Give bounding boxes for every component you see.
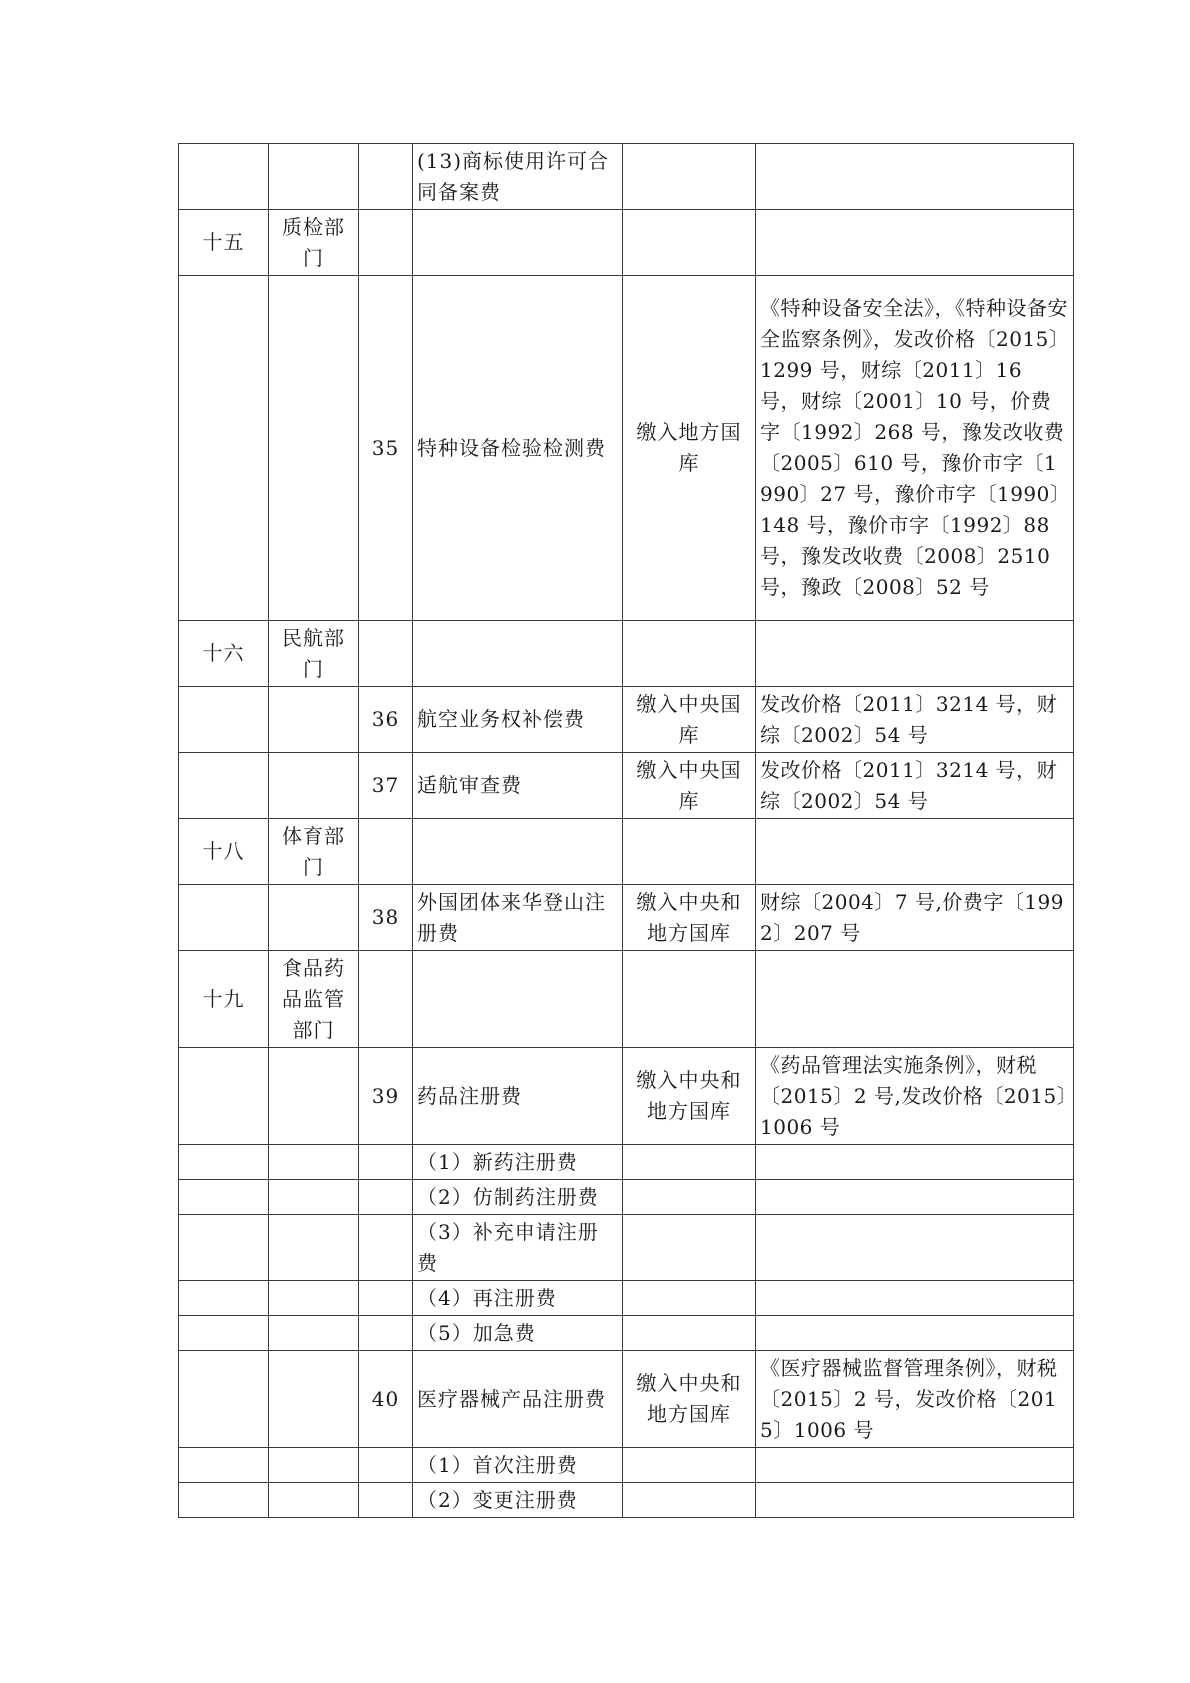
basis-cell xyxy=(756,210,1074,276)
item-cell: （2）变更注册费 xyxy=(413,1483,623,1518)
dest-cell: 缴入中央和地方国库 xyxy=(623,1048,756,1145)
table-row xyxy=(179,276,1074,621)
no-cell xyxy=(359,1483,413,1518)
dest-cell xyxy=(623,210,756,276)
fee-table xyxy=(178,143,1074,1518)
seq-cell xyxy=(179,1145,269,1180)
no-cell: 35 xyxy=(359,276,413,621)
dept-cell xyxy=(269,1145,359,1180)
dest-cell xyxy=(623,1281,756,1316)
table-row xyxy=(179,144,1074,210)
item-cell: （3）补充申请注册费 xyxy=(413,1215,623,1281)
basis-cell xyxy=(756,1483,1074,1518)
no-cell xyxy=(359,1448,413,1483)
basis-cell xyxy=(756,1215,1074,1281)
basis-cell xyxy=(756,1145,1074,1180)
dept-cell xyxy=(269,1351,359,1448)
table-row xyxy=(179,210,1074,276)
basis-cell xyxy=(756,1281,1074,1316)
no-cell xyxy=(359,621,413,687)
table-row xyxy=(179,1483,1074,1518)
dest-cell xyxy=(623,1215,756,1281)
seq-cell xyxy=(179,144,269,210)
basis-cell: 《特种设备安全法》，《特种设备安全监察条例》，发改价格〔2015〕1299 号，财综〔2011〕16 号，财综〔2001〕10 号，价费字〔1992〕268 号，豫发改收费〔2005〕610 号，豫价市字〔1990〕27 号，豫价市字〔1990〕148 号，豫价市字〔1992〕88 号，豫发改收费〔2008〕2510 号，豫政〔2008〕52 号 xyxy=(756,276,1074,621)
basis-cell: 《药品管理法实施条例》，财税〔2015〕2 号,发改价格〔2015〕1006 号 xyxy=(756,1048,1074,1145)
seq-cell xyxy=(179,1316,269,1351)
dest-cell: 缴入地方国库 xyxy=(623,276,756,621)
item-cell: 特种设备检验检测费 xyxy=(413,276,623,621)
table-row xyxy=(179,1215,1074,1281)
dept-cell: 食品药品监管部门 xyxy=(269,951,359,1048)
table-row xyxy=(179,687,1074,753)
table-row xyxy=(179,819,1074,885)
dept-cell xyxy=(269,144,359,210)
dept-cell: 民航部门 xyxy=(269,621,359,687)
item-cell xyxy=(413,621,623,687)
seq-cell xyxy=(179,1048,269,1145)
basis-cell: 发改价格〔2011〕3214 号，财综〔2002〕54 号 xyxy=(756,687,1074,753)
item-cell xyxy=(413,951,623,1048)
basis-cell: 财综〔2004〕7 号,价费字〔1992〕207 号 xyxy=(756,885,1074,951)
seq-cell xyxy=(179,1281,269,1316)
seq-cell: 十九 xyxy=(179,951,269,1048)
no-cell xyxy=(359,951,413,1048)
seq-cell xyxy=(179,1448,269,1483)
table-row xyxy=(179,1351,1074,1448)
dest-cell xyxy=(623,1145,756,1180)
item-cell: （1）首次注册费 xyxy=(413,1448,623,1483)
no-cell xyxy=(359,1281,413,1316)
dept-cell xyxy=(269,1448,359,1483)
basis-cell xyxy=(756,621,1074,687)
seq-cell xyxy=(179,753,269,819)
dept-cell xyxy=(269,687,359,753)
no-cell: 38 xyxy=(359,885,413,951)
dept-cell xyxy=(269,1483,359,1518)
basis-cell xyxy=(756,1448,1074,1483)
item-cell: 适航审查费 xyxy=(413,753,623,819)
no-cell xyxy=(359,1180,413,1215)
dept-cell: 质检部门 xyxy=(269,210,359,276)
seq-cell xyxy=(179,1180,269,1215)
seq-cell xyxy=(179,1483,269,1518)
dept-cell xyxy=(269,1215,359,1281)
dest-cell xyxy=(623,951,756,1048)
item-cell: （4）再注册费 xyxy=(413,1281,623,1316)
basis-cell xyxy=(756,819,1074,885)
table-row xyxy=(179,621,1074,687)
dept-cell xyxy=(269,1048,359,1145)
item-cell: 医疗器械产品注册费 xyxy=(413,1351,623,1448)
table-row xyxy=(179,1180,1074,1215)
basis-cell: 发改价格〔2011〕3214 号，财综〔2002〕54 号 xyxy=(756,753,1074,819)
basis-cell: 《医疗器械监督管理条例》，财税〔2015〕2 号，发改价格〔2015〕1006 号 xyxy=(756,1351,1074,1448)
seq-cell: 十五 xyxy=(179,210,269,276)
seq-cell: 十六 xyxy=(179,621,269,687)
item-cell: (13)商标使用许可合同备案费 xyxy=(413,144,623,210)
item-cell: 药品注册费 xyxy=(413,1048,623,1145)
seq-cell: 十八 xyxy=(179,819,269,885)
dept-cell xyxy=(269,276,359,621)
no-cell: 40 xyxy=(359,1351,413,1448)
table-row xyxy=(179,1281,1074,1316)
table-row xyxy=(179,1316,1074,1351)
table-row xyxy=(179,1448,1074,1483)
dept-cell xyxy=(269,753,359,819)
table-row xyxy=(179,1048,1074,1145)
no-cell xyxy=(359,1145,413,1180)
item-cell xyxy=(413,210,623,276)
item-cell: （1）新药注册费 xyxy=(413,1145,623,1180)
no-cell xyxy=(359,1316,413,1351)
item-cell: 航空业务权补偿费 xyxy=(413,687,623,753)
dest-cell xyxy=(623,1180,756,1215)
seq-cell xyxy=(179,1351,269,1448)
table-row xyxy=(179,1145,1074,1180)
dest-cell xyxy=(623,621,756,687)
table-row xyxy=(179,885,1074,951)
dept-cell xyxy=(269,1316,359,1351)
dept-cell xyxy=(269,885,359,951)
no-cell: 36 xyxy=(359,687,413,753)
seq-cell xyxy=(179,276,269,621)
dept-cell xyxy=(269,1281,359,1316)
dest-cell xyxy=(623,144,756,210)
item-cell: （5）加急费 xyxy=(413,1316,623,1351)
basis-cell xyxy=(756,1316,1074,1351)
dest-cell: 缴入中央和地方国库 xyxy=(623,885,756,951)
dest-cell xyxy=(623,819,756,885)
no-cell: 37 xyxy=(359,753,413,819)
no-cell xyxy=(359,1215,413,1281)
seq-cell xyxy=(179,687,269,753)
dest-cell: 缴入中央和地方国库 xyxy=(623,1351,756,1448)
no-cell xyxy=(359,819,413,885)
basis-cell xyxy=(756,1180,1074,1215)
dest-cell: 缴入中央国库 xyxy=(623,687,756,753)
no-cell: 39 xyxy=(359,1048,413,1145)
dest-cell: 缴入中央国库 xyxy=(623,753,756,819)
table-row xyxy=(179,951,1074,1048)
item-cell: （2）仿制药注册费 xyxy=(413,1180,623,1215)
fee-table-body xyxy=(179,144,1074,1518)
seq-cell xyxy=(179,1215,269,1281)
dept-cell: 体育部门 xyxy=(269,819,359,885)
basis-cell xyxy=(756,144,1074,210)
dest-cell xyxy=(623,1448,756,1483)
item-cell: 外国团体来华登山注册费 xyxy=(413,885,623,951)
basis-cell xyxy=(756,951,1074,1048)
seq-cell xyxy=(179,885,269,951)
no-cell xyxy=(359,144,413,210)
item-cell xyxy=(413,819,623,885)
dept-cell xyxy=(269,1180,359,1215)
dest-cell xyxy=(623,1483,756,1518)
no-cell xyxy=(359,210,413,276)
table-row xyxy=(179,753,1074,819)
dest-cell xyxy=(623,1316,756,1351)
